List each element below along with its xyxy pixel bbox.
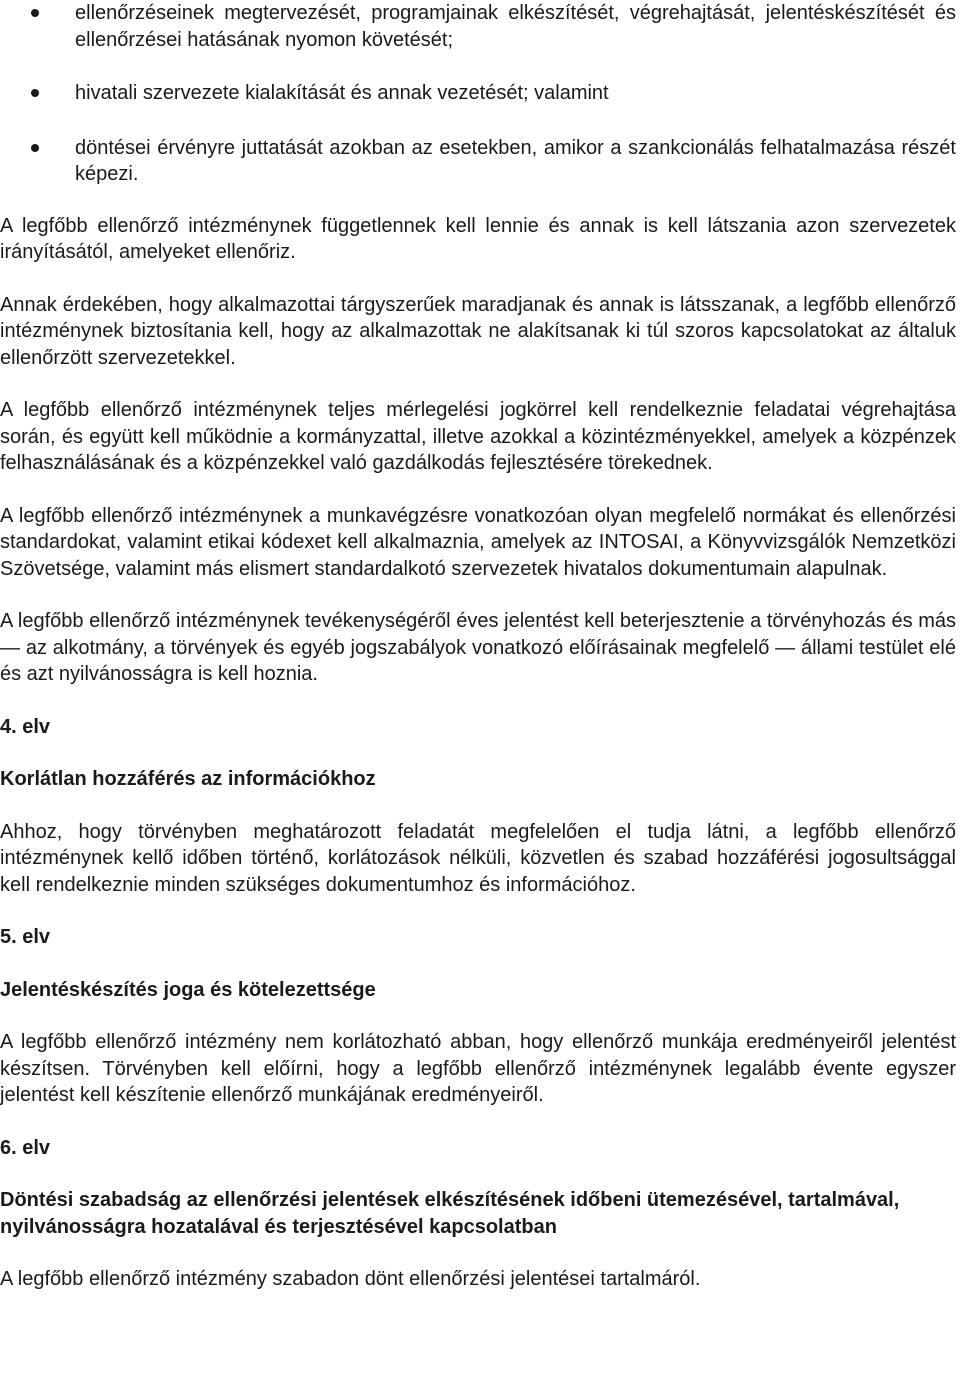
principle-body: Ahhoz, hogy törvényben meghatározott feladatát megfelelően el tudja látni, a legfőbb ellenőrző intézménynek kellő időben történő, korlátozások nélküli, közvetlen és szabad hozzáférési jogosultsággal kell rendelkeznie minden szükséges dokumentumhoz és információhoz.: [0, 820, 956, 896]
bullet-icon: [31, 89, 39, 97]
paragraph-discretion: A legfőbb ellenőrző intézménynek teljes mérlegelési jogkörrel kell rendelkeznie feladatai végrehajtása során, és együtt kell működnie a kormányzattal, illetve azokkal a közintézményekkel, amelyek a közpénzek felhasználásának és a közpénzekkel való gazdálkodás fejlesztésére törekednek.: [0, 399, 956, 474]
principle-number: 4. elv: [0, 715, 51, 738]
paragraph-objectivity: Annak érdekében, hogy alkalmazottai tárgyszerűek maradjanak és annak is látsszanak, a legfőbb ellenőrző intézménynek biztosítania kell, hogy az alkalmazottak ne alakítsanak ki túl szoros kapcsolatokat az általuk ellenőrzött szervezetekkel.: [0, 293, 956, 369]
principle-number: 6. elv: [0, 1136, 51, 1159]
principle-body: A legfőbb ellenőrző intézmény nem korlátozható abban, hogy ellenőrző munkája eredményeiről jelentést készítsen. Törvényben kell előírni, hogy a legfőbb ellenőrző intézménynek legalább évente egyszer jelentést kell készítenie ellenőrző munkájának eredményeiről.: [0, 1031, 956, 1106]
principle-title: Jelentéskészítés joga és kötelezettsége: [0, 978, 376, 1001]
list-item-text: ellenőrzéseinek megtervezését, programjainak elkészítését, végrehajtását, jelentéskészítését és ellenőrzései hatásának nyomon követését;: [75, 2, 956, 51]
principle-title: Döntési szabadság az ellenőrzési jelentések elkészítésének időbeni ütemezésével, tartalmával, nyilvánosságra hozatalával és terjesztésével kapcsolatban: [0, 1189, 900, 1238]
bullet-icon: [31, 144, 39, 152]
list-item-text: döntései érvényre juttatását azokban az esetekben, amikor a szankcionálás felhatalmazása részét képezi.: [75, 136, 956, 185]
list-item: [0, 0, 956, 53]
list-item: [0, 135, 956, 188]
list-item-text: hivatali szervezete kialakítását és annak vezetését; valamint: [75, 82, 609, 104]
paragraph-annual-report: A legfőbb ellenőrző intézménynek tevékenységéről éves jelentést kell beterjesztenie a törvényhozás és más — az alkotmány, a törvények és egyéb jogszabályok vonatkozó előírásainak megfelelő — állami testület elé és azt nyilvánosságra is kell hoznia.: [0, 610, 956, 685]
bullet-icon: [31, 9, 39, 17]
list-item: [0, 80, 956, 107]
principle-body: A legfőbb ellenőrző intézmény szabadon dönt ellenőrzési jelentései tartalmáról.: [0, 1268, 701, 1290]
paragraph-independence: A legfőbb ellenőrző intézménynek függetlennek kell lennie és annak is kell látszania azon szervezetek irányításától, amelyeket ellenőriz.: [0, 214, 956, 263]
paragraph-standards: A legfőbb ellenőrző intézménynek a munkavégzésre vonatkozóan olyan megfelelő normákat és ellenőrzési standardokat, valamint etikai kódexet kell alkalmaznia, amelyek az INTOSAI, a Könyvvizsgálók Nemzetközi Szövetsége, valamint más elismert standardalkotó szervezetek hivatalos dokumentumain alapulnak.: [0, 504, 956, 580]
principle-number: 5. elv: [0, 926, 51, 948]
bullet-list: [0, 0, 956, 188]
principle-title: Korlátlan hozzáférés az információkhoz: [0, 768, 376, 790]
